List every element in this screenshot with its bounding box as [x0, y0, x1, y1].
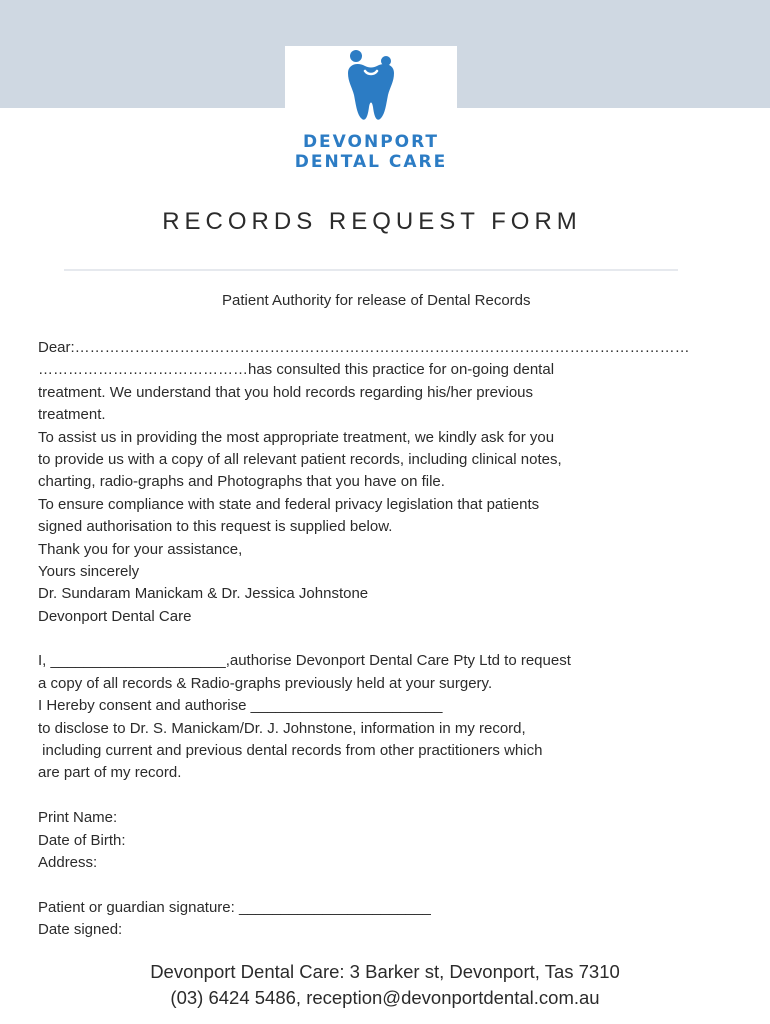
tooth-family-icon	[342, 49, 400, 125]
page-title: RECORDS REQUEST FORM	[162, 208, 582, 235]
letter-text: To ensure compliance with state and federal privacy legislation that patients	[38, 495, 540, 513]
footer-contact: (03) 6424 5486, reception@devonportdental.com.au	[170, 987, 600, 1008]
address-label: Address:	[38, 853, 98, 871]
date-signed-label: Date signed:	[38, 921, 123, 939]
logo-text-line1: DEVONPORT	[302, 132, 440, 152]
letter-body	[38, 337, 728, 942]
logo-text-line2: DENTAL CARE	[294, 152, 448, 172]
letter-text: signed authorisation to this request is supplied below.	[38, 518, 393, 536]
signature-line: Patient or guardian signature: _______________________	[38, 898, 431, 916]
spacer	[38, 628, 728, 650]
authorise-line: I, _____________________,authorise Devonport Dental Care Pty Ltd to request	[38, 652, 571, 670]
letter-text: treatment. We understand that you hold records regarding his/her previous	[38, 383, 533, 401]
doctors-line: Dr. Sundaram Manickam & Dr. Jessica Johnstone	[38, 585, 369, 603]
letter-text: treatment.	[38, 406, 106, 424]
letter-text: to provide us with a copy of all relevant patient records, including clinical notes,	[38, 450, 562, 468]
practice-line: Devonport Dental Care	[38, 607, 192, 625]
print-name-label: Print Name:	[38, 809, 118, 827]
authorisation-text: are part of my record.	[38, 764, 182, 782]
authorisation-text: a copy of all records & Radio-graphs previously held at your surgery.	[38, 674, 493, 692]
logo	[285, 46, 457, 186]
dear-line: Dear:……………………………………………………………………………………………………………	[38, 339, 690, 356]
patient-consulted-line: ……………………………………has consulted this practice for on-going dental	[38, 361, 555, 379]
divider	[64, 269, 678, 271]
letter-text: To assist us in providing the most appropriate treatment, we kindly ask for you	[38, 428, 555, 446]
authorisation-text: including current and previous dental records from other practitioners which	[38, 742, 543, 760]
authorisation-text: to disclose to Dr. S. Manickam/Dr. J. Johnstone, information in my record,	[38, 719, 526, 737]
subtitle: Patient Authority for release of Dental Records	[222, 292, 531, 309]
closing-line: Yours sincerely	[38, 562, 140, 580]
consent-line: I Hereby consent and authorise _______________________	[38, 697, 443, 715]
letter-text: charting, radio-graphs and Photographs that you have on file.	[38, 473, 445, 491]
date-of-birth-label: Date of Birth:	[38, 831, 126, 849]
spacer	[38, 785, 728, 807]
footer-address: Devonport Dental Care: 3 Barker st, Devonport, Tas 7310	[150, 961, 620, 982]
spacer	[38, 874, 728, 896]
thanks-line: Thank you for your assistance,	[38, 540, 243, 558]
